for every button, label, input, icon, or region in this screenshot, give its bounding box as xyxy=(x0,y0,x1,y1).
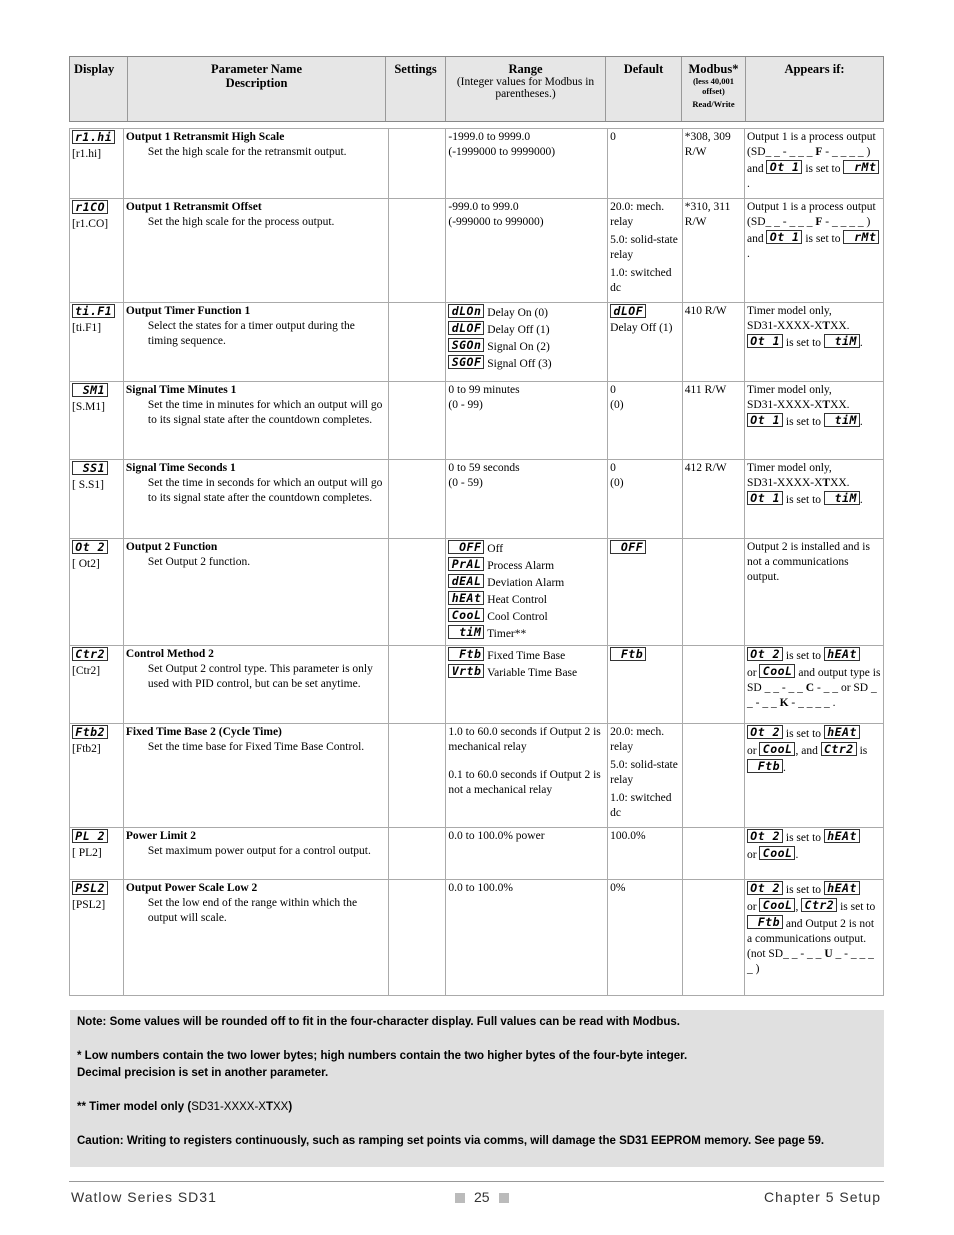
default-value: dLOF Delay Off (1) xyxy=(608,303,683,382)
page-number: 25 xyxy=(446,1189,518,1205)
appears-if: Timer model only, SD31-XXXX-XTXX. Ot 1 is set to tiM . xyxy=(745,460,884,539)
footer-rule xyxy=(69,1181,884,1182)
col-parameter: Parameter Name Description xyxy=(128,57,386,121)
modbus-register: 411 R/W xyxy=(682,382,744,460)
lcd-display: SGOn xyxy=(448,338,484,352)
table-row xyxy=(70,303,884,382)
lcd-display: Ot 2 xyxy=(747,725,783,739)
appears-if: Output 1 is a process output (SD_ _ - _ _ _ F - _ _ _ _ ) and Ot 1 is set to rMt. xyxy=(745,129,884,199)
default-value: 0 xyxy=(608,129,683,199)
lcd-display: Ot 1 xyxy=(747,491,783,505)
lcd-display: CooL xyxy=(759,742,795,756)
col-display: Display xyxy=(70,57,128,121)
lcd-display: Ctr2 xyxy=(72,647,108,661)
appears-if: Ot 2 is set to hEAt or CooL , Ctr2 is set to Ftb and Output 2 is not a communications output. (not SD_ _ - _ _ U _ - _ _ _ _ ) xyxy=(745,880,884,996)
note-rounding: Note: Some values will be rounded off to fit in the four-character display. Full values can be read with Modbus. xyxy=(77,1016,680,1028)
table-row xyxy=(70,828,884,880)
default-value: 0 (0) xyxy=(608,460,683,539)
lcd-display: Ot 2 xyxy=(747,829,783,843)
lcd-display: tiM xyxy=(824,413,860,427)
range-options: OFF Off PrAL Process Alarm dEAL Deviation Alarm hEAt Heat Control CooL Cool Control tiM Timer** xyxy=(446,539,608,646)
lcd-display: tiM xyxy=(824,491,860,505)
col-settings: Settings xyxy=(386,57,446,121)
lcd-display: Ot 2 xyxy=(747,647,783,661)
default-value xyxy=(608,539,683,646)
col-default: Default xyxy=(606,57,682,121)
lcd-display: Ot 1 xyxy=(766,230,802,244)
lcd-display: Ot 1 xyxy=(766,160,802,174)
range-value: 0.1 to 60.0 seconds if Output 2 is not a mechanical relay xyxy=(448,769,601,796)
range-modbus: (-999000 to 999000) xyxy=(448,216,544,228)
table-row xyxy=(70,382,884,460)
square-icon xyxy=(455,1193,465,1203)
lcd-display: SGOF xyxy=(448,355,484,369)
param-desc: Set the time in minutes for which an output will go to its signal state after the countdown completes. xyxy=(147,399,383,426)
param-code: [PSL2] xyxy=(72,899,106,911)
lcd-display: Ftb xyxy=(448,647,484,661)
param-name: Output Power Scale Low 2 xyxy=(125,882,258,894)
param-code: [ S.S1] xyxy=(72,479,104,491)
note-timer: ** Timer model only (SD31-XXXX-XTXX) xyxy=(77,1101,293,1113)
param-desc: Set Output 2 control type. This parameter is only used with PID control, but can be set anytime. xyxy=(147,663,373,690)
lcd-display: ti.F1 xyxy=(72,304,115,318)
square-icon xyxy=(499,1193,509,1203)
param-code: [ Ot2] xyxy=(72,558,100,570)
table-row xyxy=(70,539,884,646)
param-code: [ PL2] xyxy=(72,847,102,859)
lcd-display: Ot 1 xyxy=(747,334,783,348)
appears-if: Timer model only, SD31-XXXX-XTXX. Ot 1 is set to tiM . xyxy=(745,382,884,460)
modbus-register xyxy=(682,646,744,724)
lcd-display: Ftb xyxy=(610,647,646,661)
appears-if: Ot 2 is set to hEAt or CooL , and Ctr2 is Ftb . xyxy=(745,724,884,828)
lcd-display: OFF xyxy=(448,540,484,554)
lcd-display: SS1 xyxy=(72,461,108,475)
param-code: [S.M1] xyxy=(72,401,105,413)
lcd-display: PrAL xyxy=(448,557,484,571)
settings-cell xyxy=(389,646,446,724)
appears-if: Timer model only, SD31-XXXX-XTXX. Ot 1 is set to tiM . xyxy=(745,303,884,382)
lcd-display: rMt xyxy=(843,230,879,244)
notes-box xyxy=(70,1010,884,1167)
lcd-display: OFF xyxy=(610,540,646,554)
range-value: 0.0 to 100.0% power xyxy=(446,828,608,880)
table-row xyxy=(70,129,884,199)
modbus-register xyxy=(682,539,744,646)
parameter-table xyxy=(69,128,884,996)
lcd-display: Ot 2 xyxy=(72,540,108,554)
param-desc: Set the high scale for the retransmit output. xyxy=(147,146,347,158)
lcd-display: dLOn xyxy=(448,304,484,318)
lcd-display: Ctr2 xyxy=(801,898,837,912)
param-code: [r1.CO] xyxy=(72,218,109,230)
lcd-display: PSL2 xyxy=(72,881,108,895)
param-name: Signal Time Seconds 1 xyxy=(125,462,236,474)
note-caution: Caution: Writing to registers continuously, such as ramping set points via comms, will damage the SD31 EEPROM memory. See page 59. xyxy=(77,1135,825,1147)
range-options: dLOn Delay On (0) dLOF Delay Off (1) SGOn Signal On (2) SGOF Signal Off (3) xyxy=(446,303,608,382)
footer-chapter: Chapter 5 Setup xyxy=(764,1189,881,1205)
lcd-display: Ot 2 xyxy=(747,881,783,895)
lcd-display: rMt xyxy=(843,160,879,174)
table-row xyxy=(70,646,884,724)
range-value: -999.0 to 999.0 xyxy=(448,201,519,213)
modbus-register xyxy=(682,880,744,996)
param-name: Output Timer Function 1 xyxy=(125,305,251,317)
lcd-display: CooL xyxy=(448,608,484,622)
default-value: 20.0: mech. relay 5.0: solid-state relay 1.0: switched dc xyxy=(608,724,683,828)
lcd-display: hEAt xyxy=(824,647,860,661)
col-range: Range (Integer values for Modbus in parentheses.) xyxy=(446,57,606,121)
range-value: 0 to 99 minutes xyxy=(448,384,520,396)
lcd-display: Ot 1 xyxy=(747,413,783,427)
default-value: 20.0: mech. relay 5.0: solid-state relay 1.0: switched dc xyxy=(608,199,683,303)
range-modbus: (-1999000 to 9999000) xyxy=(448,146,556,158)
lcd-display: CooL xyxy=(759,846,795,860)
lcd-display: tiM xyxy=(448,625,484,639)
range-value: 0 to 59 seconds xyxy=(448,462,520,474)
range-value: 1.0 to 60.0 seconds if Output 2 is mechanical relay xyxy=(448,726,601,753)
lcd-display: hEAt xyxy=(824,829,860,843)
lcd-display: hEAt xyxy=(824,725,860,739)
lcd-display: dLOF xyxy=(610,304,646,318)
param-code: [r1.hi] xyxy=(72,148,102,160)
col-modbus: Modbus* (less 40,001 offset) Read/Write xyxy=(682,57,746,121)
param-name: Fixed Time Base 2 (Cycle Time) xyxy=(125,726,282,738)
lcd-display: CooL xyxy=(759,898,795,912)
appears-if: Output 1 is a process output (SD_ _ - _ _ _ F - _ _ _ _ ) and Ot 1 is set to rMt . xyxy=(745,199,884,303)
range-value: 0.0 to 100.0% xyxy=(446,880,608,996)
settings-cell xyxy=(389,460,446,539)
table-row xyxy=(70,460,884,539)
param-name: Output 2 Function xyxy=(125,541,218,553)
note-low-high: * Low numbers contain the two lower bytes; high numbers contain the two higher bytes of the four-byte integer. Decimal precision is set in another parameter. xyxy=(77,1050,688,1079)
param-name: Output 1 Retransmit Offset xyxy=(125,201,262,213)
settings-cell xyxy=(389,382,446,460)
range-modbus: (0 - 99) xyxy=(448,399,483,411)
table-row xyxy=(70,724,884,828)
table-header xyxy=(69,56,884,122)
table-row xyxy=(70,199,884,303)
lcd-display: r1CO xyxy=(72,200,108,214)
appears-if: Ot 2 is set to hEAt or CooL and output type is SD _ _ - _ _ C - _ _ or SD _ _ - _ _ K - _ _ _ _ . xyxy=(745,646,884,724)
param-desc: Set Output 2 function. xyxy=(147,556,251,568)
default-value: 0 (0) xyxy=(608,382,683,460)
default-value xyxy=(608,646,683,724)
modbus-register: *310, 311 R/W xyxy=(682,199,744,303)
param-code: [Ctr2] xyxy=(72,665,101,677)
param-desc: Set the time in seconds for which an output will go to its signal state after the countdown completes. xyxy=(147,477,383,504)
range-modbus: (0 - 59) xyxy=(448,477,483,489)
lcd-display: Ctr2 xyxy=(821,742,857,756)
lcd-display: tiM xyxy=(824,334,860,348)
lcd-display: r1.hi xyxy=(72,130,115,144)
default-value: 0% xyxy=(608,880,683,996)
footer-title: Watlow Series SD31 xyxy=(71,1189,217,1205)
lcd-display: dEAL xyxy=(448,574,484,588)
lcd-display: Ftb xyxy=(747,759,783,773)
lcd-display: dLOF xyxy=(448,321,484,335)
lcd-display: hEAt xyxy=(448,591,484,605)
settings-cell xyxy=(389,880,446,996)
modbus-register: *308, 309 R/W xyxy=(682,129,744,199)
lcd-display: Ftb2 xyxy=(72,725,108,739)
default-value: 100.0% xyxy=(608,828,683,880)
param-name: Control Method 2 xyxy=(125,648,214,660)
settings-cell xyxy=(389,724,446,828)
appears-if: Output 2 is installed and is not a communications output. xyxy=(745,539,884,646)
param-code: [Ftb2] xyxy=(72,743,101,755)
modbus-register xyxy=(682,828,744,880)
range-value: -1999.0 to 9999.0 xyxy=(448,131,531,143)
settings-cell xyxy=(389,199,446,303)
settings-cell xyxy=(389,303,446,382)
param-desc: Set the high scale for the process output. xyxy=(147,216,335,228)
lcd-display: CooL xyxy=(759,664,795,678)
param-desc: Set maximum power output for a control output. xyxy=(147,845,371,857)
appears-if: Ot 2 is set to hEAt or CooL . xyxy=(745,828,884,880)
param-name: Power Limit 2 xyxy=(125,830,196,842)
table-row xyxy=(70,880,884,996)
lcd-display: Vrtb xyxy=(448,664,484,678)
param-name: Output 1 Retransmit High Scale xyxy=(125,131,285,143)
col-appears: Appears if: xyxy=(784,62,845,76)
modbus-register: 410 R/W xyxy=(682,303,744,382)
range-options: Ftb Fixed Time Base Vrtb Variable Time Base xyxy=(446,646,608,724)
lcd-display: PL 2 xyxy=(72,829,108,843)
lcd-display: Ftb xyxy=(747,915,783,929)
param-code: [ti.F1] xyxy=(72,322,102,334)
settings-cell xyxy=(389,828,446,880)
lcd-display: SM1 xyxy=(72,383,108,397)
settings-cell xyxy=(389,129,446,199)
param-desc: Set the low end of the range within which the output will scale. xyxy=(147,897,358,924)
lcd-display: hEAt xyxy=(824,881,860,895)
modbus-register: 412 R/W xyxy=(682,460,744,539)
modbus-register xyxy=(682,724,744,828)
settings-cell xyxy=(389,539,446,646)
param-desc: Set the time base for Fixed Time Base Control. xyxy=(147,741,365,753)
param-desc: Select the states for a timer output during the timing sequence. xyxy=(147,320,355,347)
param-name: Signal Time Minutes 1 xyxy=(125,384,237,396)
